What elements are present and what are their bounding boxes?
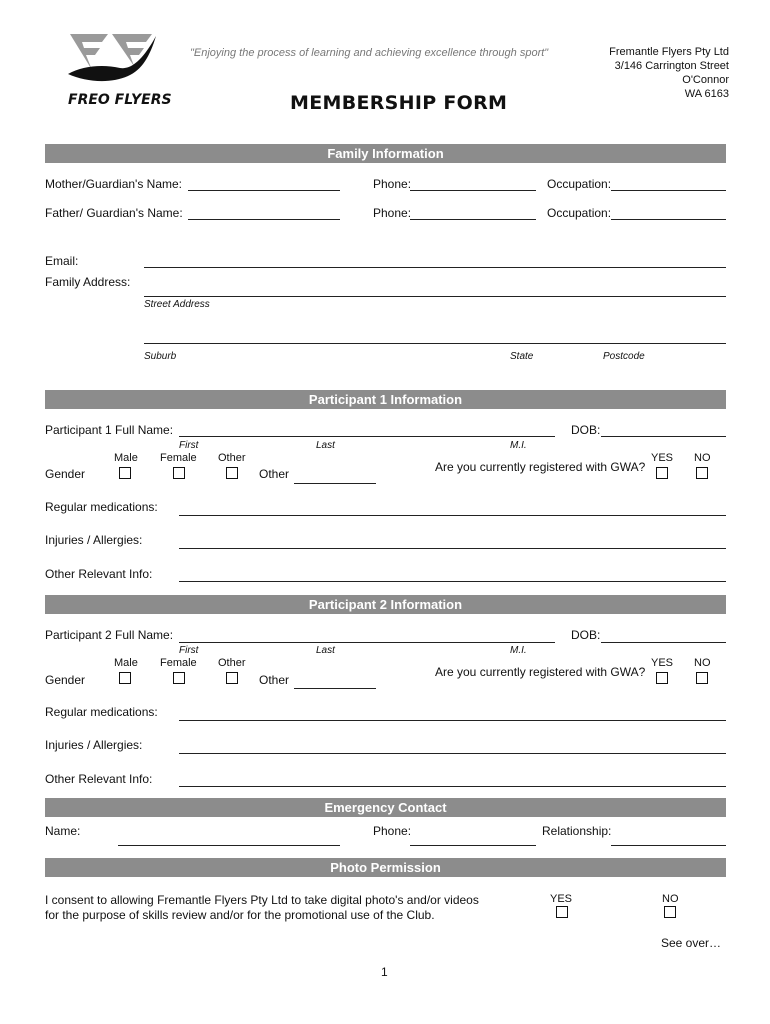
p2-dob-label: DOB: xyxy=(571,628,601,642)
p1-female-checkbox[interactable] xyxy=(173,467,185,479)
photo-no-checkbox[interactable] xyxy=(664,906,676,918)
page-number: 1 xyxy=(381,965,388,979)
emergency-name-label: Name: xyxy=(45,824,81,838)
p1-dob-label: DOB: xyxy=(571,423,601,437)
p2-gwa-yes-label: YES xyxy=(651,657,674,669)
section-header-participant-1: Participant 1 Information xyxy=(45,390,726,409)
suburb-state-postcode-field[interactable] xyxy=(144,343,726,344)
p1-gwa-yes-label: YES xyxy=(651,452,674,464)
mother-phone-field[interactable] xyxy=(410,190,536,191)
p2-gwa-no-label: NO xyxy=(694,657,711,669)
p1-injuries-field[interactable] xyxy=(179,548,726,549)
emergency-relationship-label: Relationship: xyxy=(542,824,612,838)
p2-other-gender-field[interactable] xyxy=(294,688,376,689)
street-address-hint: Street Address xyxy=(144,299,210,310)
p2-medications-field[interactable] xyxy=(179,720,726,721)
p1-other-gender-field[interactable] xyxy=(294,483,376,484)
father-occupation-label: Occupation: xyxy=(547,206,612,220)
p2-other-checkbox[interactable] xyxy=(226,672,238,684)
address-line: 3/146 Carrington Street xyxy=(614,60,729,72)
p2-other-info-label: Other Relevant Info: xyxy=(45,772,153,786)
section-header-photo: Photo Permission xyxy=(45,858,726,877)
logo-text: FREO FLYERS xyxy=(68,92,172,108)
p2-gender-label: Gender xyxy=(45,673,86,687)
family-address-label: Family Address: xyxy=(45,275,131,289)
see-over-note: See over… xyxy=(661,936,722,950)
page-title: MEMBERSHIP FORM xyxy=(290,92,508,114)
p2-other-label: Other xyxy=(218,657,246,669)
photo-yes-label: YES xyxy=(550,893,573,905)
photo-consent-line-1: I consent to allowing Fremantle Flyers Pty Ltd to take digital photo's and/or videos xyxy=(45,893,479,907)
p1-last-hint: Last xyxy=(316,440,335,451)
p2-first-hint: First xyxy=(179,645,199,656)
p2-other-info-field[interactable] xyxy=(179,786,726,787)
p1-other-field-label: Other xyxy=(259,467,290,481)
p2-medications-label: Regular medications: xyxy=(45,705,158,719)
p1-other-info-field[interactable] xyxy=(179,581,726,582)
p2-full-name-field[interactable] xyxy=(179,642,555,643)
p1-medications-label: Regular medications: xyxy=(45,500,158,514)
p1-first-hint: First xyxy=(179,440,199,451)
email-label: Email: xyxy=(45,254,79,268)
address-line: O'Connor xyxy=(682,74,729,86)
p1-female-label: Female xyxy=(160,452,197,464)
p1-other-info-label: Other Relevant Info: xyxy=(45,567,153,581)
p1-gwa-no-label: NO xyxy=(694,452,711,464)
p1-gender-label: Gender xyxy=(45,467,86,481)
p1-gwa-question: Are you currently registered with GWA? xyxy=(435,460,646,474)
p2-female-checkbox[interactable] xyxy=(173,672,185,684)
father-phone-label: Phone: xyxy=(373,206,412,220)
p1-male-checkbox[interactable] xyxy=(119,467,131,479)
p2-last-hint: Last xyxy=(316,645,335,656)
father-name-field[interactable] xyxy=(188,219,340,220)
emergency-phone-field[interactable] xyxy=(410,845,536,846)
address-line: Fremantle Flyers Pty Ltd xyxy=(609,46,729,58)
tagline: "Enjoying the process of learning and achieving excellence through sport" xyxy=(190,47,549,59)
logo xyxy=(62,30,162,92)
street-address-field[interactable] xyxy=(144,296,726,297)
address-line: WA 6163 xyxy=(684,88,729,100)
p1-full-name-label: Participant 1 Full Name: xyxy=(45,423,174,437)
p1-dob-field[interactable] xyxy=(601,436,726,437)
mother-name-label: Mother/Guardian's Name: xyxy=(45,177,183,191)
section-header-participant-2: Participant 2 Information xyxy=(45,595,726,614)
p1-male-label: Male xyxy=(114,452,138,464)
freo-flyers-logo-icon xyxy=(62,30,162,92)
p2-male-label: Male xyxy=(114,657,138,669)
father-name-label: Father/ Guardian's Name: xyxy=(45,206,183,220)
p1-medications-field[interactable] xyxy=(179,515,726,516)
p1-gwa-no-checkbox[interactable] xyxy=(696,467,708,479)
emergency-name-field[interactable] xyxy=(118,845,340,846)
p2-injuries-field[interactable] xyxy=(179,753,726,754)
p2-dob-field[interactable] xyxy=(601,642,726,643)
p2-full-name-label: Participant 2 Full Name: xyxy=(45,628,174,642)
club-address xyxy=(609,45,729,101)
mother-occupation-field[interactable] xyxy=(611,190,726,191)
p2-mi-hint: M.I. xyxy=(510,645,527,656)
email-field[interactable] xyxy=(144,267,726,268)
mother-phone-label: Phone: xyxy=(373,177,412,191)
section-header-family: Family Information xyxy=(45,144,726,163)
p2-injuries-label: Injuries / Allergies: xyxy=(45,738,143,752)
emergency-phone-label: Phone: xyxy=(373,824,412,838)
p2-other-field-label: Other xyxy=(259,673,290,687)
p1-other-label: Other xyxy=(218,452,246,464)
p2-gwa-no-checkbox[interactable] xyxy=(696,672,708,684)
p1-gwa-yes-checkbox[interactable] xyxy=(656,467,668,479)
section-header-emergency: Emergency Contact xyxy=(45,798,726,817)
photo-consent-line-2: for the purpose of skills review and/or for the promotional use of the Club. xyxy=(45,908,435,922)
p2-female-label: Female xyxy=(160,657,197,669)
p1-mi-hint: M.I. xyxy=(510,440,527,451)
p2-male-checkbox[interactable] xyxy=(119,672,131,684)
state-hint: State xyxy=(510,351,534,362)
mother-name-field[interactable] xyxy=(188,190,340,191)
father-phone-field[interactable] xyxy=(410,219,536,220)
p2-gwa-question: Are you currently registered with GWA? xyxy=(435,665,646,679)
photo-yes-checkbox[interactable] xyxy=(556,906,568,918)
father-occupation-field[interactable] xyxy=(611,219,726,220)
p1-full-name-field[interactable] xyxy=(179,436,555,437)
mother-occupation-label: Occupation: xyxy=(547,177,612,191)
emergency-relationship-field[interactable] xyxy=(611,845,726,846)
photo-no-label: NO xyxy=(662,893,679,905)
p2-gwa-yes-checkbox[interactable] xyxy=(656,672,668,684)
postcode-hint: Postcode xyxy=(603,351,645,362)
suburb-hint: Suburb xyxy=(144,351,177,362)
p1-injuries-label: Injuries / Allergies: xyxy=(45,533,143,547)
p1-other-checkbox[interactable] xyxy=(226,467,238,479)
